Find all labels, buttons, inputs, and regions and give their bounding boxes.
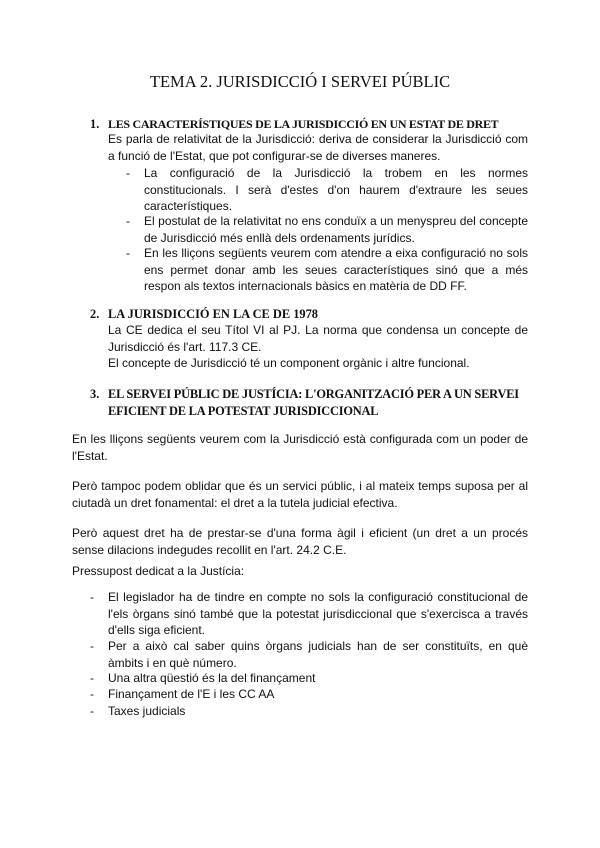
list-item <box>72 703 528 720</box>
list-item-text: El legislador ha de tindre en compte no sols la configuració constitucional de l'els òrgans sinó també que la potestat jurisdiccional que s'exercisca a través d'ells siga eficient. <box>108 590 528 637</box>
section-title: LES CARACTERÍSTIQUES DE LA JURISDICCIÓ EN UN ESTAT DE DRET <box>108 117 499 131</box>
list-item-text: Per a això cal saber quins òrgans judicials han de ser constituïts, en què àmbits i en què número. <box>108 639 528 670</box>
section-1-intro: Es parla de relativitat de la Jurisdicció: deriva de considerar la Jurisdicció com a funció de l'Estat, que pot configurar-se de diverses maneres. <box>108 132 528 163</box>
list-item <box>72 686 528 703</box>
list-item-text: En les lliçons següents veurem com atendre a eixa configuració no sols ens permet donar amb les seues característiques sinó que a més respon als textos internacionals bàsics en matèria de DD FF. <box>144 246 528 293</box>
bullet-dash: - <box>90 590 94 604</box>
bullet-dash: - <box>90 704 94 718</box>
list-item <box>72 670 528 687</box>
page-title: TEMA 2. JURISDICCIÓ I SERVEI PÚBLIC <box>149 72 451 91</box>
list-item-text: Taxes judicials <box>108 704 186 718</box>
section-number: 1. <box>90 117 100 131</box>
paragraph: Però tampoc podem oblidar que és un servici públic, i al mateix temps suposa per al ciutadà un dret fonamental: el dret a la tutela judicial efectiva. <box>72 479 528 510</box>
bullet-dash: - <box>126 214 130 228</box>
list-item-text: La configuració de la Jurisdicció la trobem en les normes constitucionals. I serà d'estes d'on haurem d'extraure les seues característiques. <box>144 166 528 213</box>
bullet-dash: - <box>90 671 94 685</box>
list-item-text: Finançament de l'E i les CC AA <box>108 687 275 701</box>
section-2-heading <box>72 306 528 323</box>
paragraph: En les lliçons següents veurem com la Jurisdicció està configurada com un poder de l'Estat. <box>72 432 528 463</box>
list-item-text: El postulat de la relativitat no ens conduïx a un menyspreu del concepte de Jurisdicció més enllà dels ordenaments jurídics. <box>144 214 528 245</box>
section-2-paragraph: El concepte de Jurisdicció té un component orgànic i altre funcional. <box>108 356 470 370</box>
bullet-dash: - <box>90 639 94 653</box>
list-item <box>108 165 528 215</box>
bullet-dash: - <box>126 246 130 260</box>
section-title: EL SERVEI PÚBLIC DE JUSTÍCIA: L'ORGANITZACIÓ PER A UN SERVEI EFICIENT DE LA POTESTAT JURISDICCIONAL <box>108 387 519 418</box>
section-3-heading <box>72 386 528 420</box>
list-item <box>72 589 528 639</box>
list-item <box>72 638 528 671</box>
list-item-text: Una altra qüestió és la del finançament <box>108 671 316 685</box>
list-item <box>108 213 528 246</box>
bullet-dash: - <box>126 166 130 180</box>
section-2-paragraph: La CE dedica el seu Títol VI al PJ. La norma que condensa un concepte de Jurisdicció és l'art. 117.3 CE. <box>108 323 528 354</box>
list-item <box>108 245 528 295</box>
paragraph: Però aquest dret ha de prestar-se d'una forma àgil i eficient (un dret a un procés sense dilacions indegudes recollit en l'art. 24.2 C.E. <box>72 526 528 557</box>
section-number: 2. <box>90 307 100 321</box>
section-number: 3. <box>90 387 100 401</box>
section-title: LA JURISDICCIÓ EN LA CE DE 1978 <box>108 307 318 321</box>
bullet-dash: - <box>90 687 94 701</box>
paragraph: Pressupost dedicat a la Justícia: <box>72 564 245 578</box>
